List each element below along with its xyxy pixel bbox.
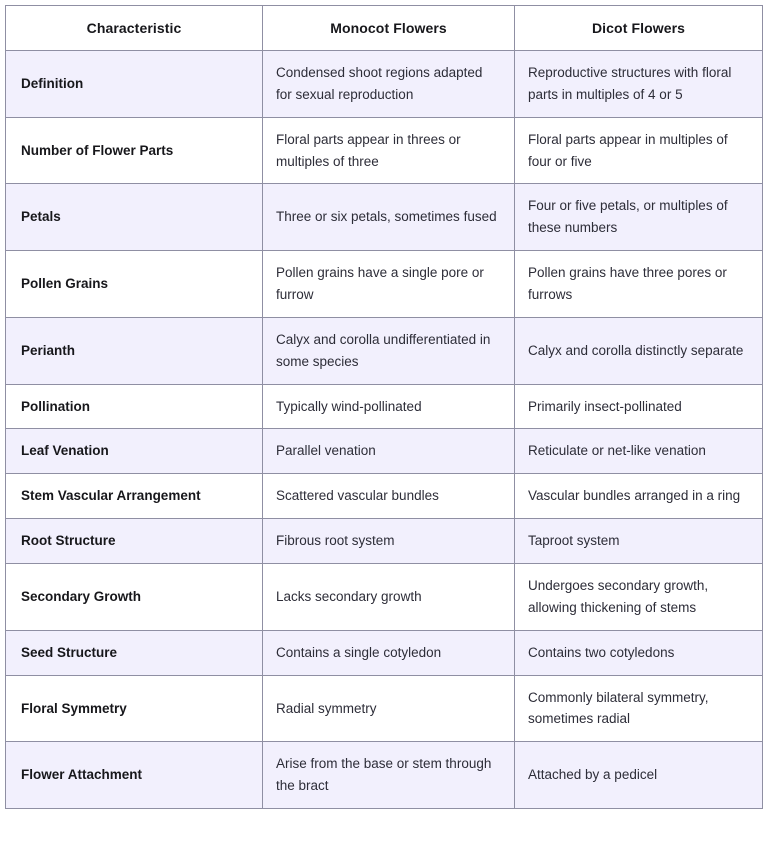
cell-dicot: Attached by a pedicel (515, 742, 763, 809)
cell-monocot: Calyx and corolla undifferentiated in some species (263, 317, 515, 384)
cell-characteristic: Pollination (6, 384, 263, 429)
cell-dicot: Vascular bundles arranged in a ring (515, 474, 763, 519)
cell-characteristic: Stem Vascular Arrangement (6, 474, 263, 519)
table-row (6, 251, 763, 318)
table-header (6, 6, 763, 51)
table-body (6, 51, 763, 809)
cell-characteristic: Number of Flower Parts (6, 117, 263, 184)
cell-characteristic: Floral Symmetry (6, 675, 263, 742)
cell-characteristic: Definition (6, 51, 263, 118)
cell-characteristic: Flower Attachment (6, 742, 263, 809)
table-row (6, 742, 763, 809)
cell-characteristic: Perianth (6, 317, 263, 384)
monocot-dicot-comparison-table (5, 5, 763, 809)
cell-characteristic: Leaf Venation (6, 429, 263, 474)
column-header-monocot-flowers: Monocot Flowers (263, 6, 515, 51)
cell-characteristic: Root Structure (6, 519, 263, 564)
cell-monocot: Typically wind-pollinated (263, 384, 515, 429)
cell-monocot: Contains a single cotyledon (263, 630, 515, 675)
cell-monocot: Fibrous root system (263, 519, 515, 564)
table-row (6, 564, 763, 631)
cell-dicot: Primarily insect-pollinated (515, 384, 763, 429)
table-row (6, 317, 763, 384)
cell-dicot: Pollen grains have three pores or furrows (515, 251, 763, 318)
cell-characteristic: Secondary Growth (6, 564, 263, 631)
cell-monocot: Arise from the base or stem through the bract (263, 742, 515, 809)
cell-characteristic: Petals (6, 184, 263, 251)
table-row (6, 429, 763, 474)
column-header-dicot-flowers: Dicot Flowers (515, 6, 763, 51)
table-row (6, 51, 763, 118)
cell-dicot: Floral parts appear in multiples of four or five (515, 117, 763, 184)
table-row (6, 384, 763, 429)
column-header-characteristic: Characteristic (6, 6, 263, 51)
table-row (6, 675, 763, 742)
table-row (6, 117, 763, 184)
cell-dicot: Reproductive structures with floral parts in multiples of 4 or 5 (515, 51, 763, 118)
table-row (6, 184, 763, 251)
cell-characteristic: Pollen Grains (6, 251, 263, 318)
table-row (6, 630, 763, 675)
cell-dicot: Reticulate or net-like venation (515, 429, 763, 474)
table-row (6, 519, 763, 564)
cell-monocot: Pollen grains have a single pore or furrow (263, 251, 515, 318)
cell-dicot: Four or five petals, or multiples of these numbers (515, 184, 763, 251)
cell-monocot: Condensed shoot regions adapted for sexual reproduction (263, 51, 515, 118)
table-row (6, 474, 763, 519)
cell-characteristic: Seed Structure (6, 630, 263, 675)
cell-monocot: Parallel venation (263, 429, 515, 474)
cell-dicot: Calyx and corolla distinctly separate (515, 317, 763, 384)
cell-monocot: Floral parts appear in threes or multiples of three (263, 117, 515, 184)
cell-dicot: Commonly bilateral symmetry, sometimes radial (515, 675, 763, 742)
cell-monocot: Lacks secondary growth (263, 564, 515, 631)
cell-monocot: Three or six petals, sometimes fused (263, 184, 515, 251)
cell-dicot: Undergoes secondary growth, allowing thickening of stems (515, 564, 763, 631)
cell-dicot: Taproot system (515, 519, 763, 564)
cell-monocot: Radial symmetry (263, 675, 515, 742)
table-header-row (6, 6, 763, 51)
cell-dicot: Contains two cotyledons (515, 630, 763, 675)
cell-monocot: Scattered vascular bundles (263, 474, 515, 519)
